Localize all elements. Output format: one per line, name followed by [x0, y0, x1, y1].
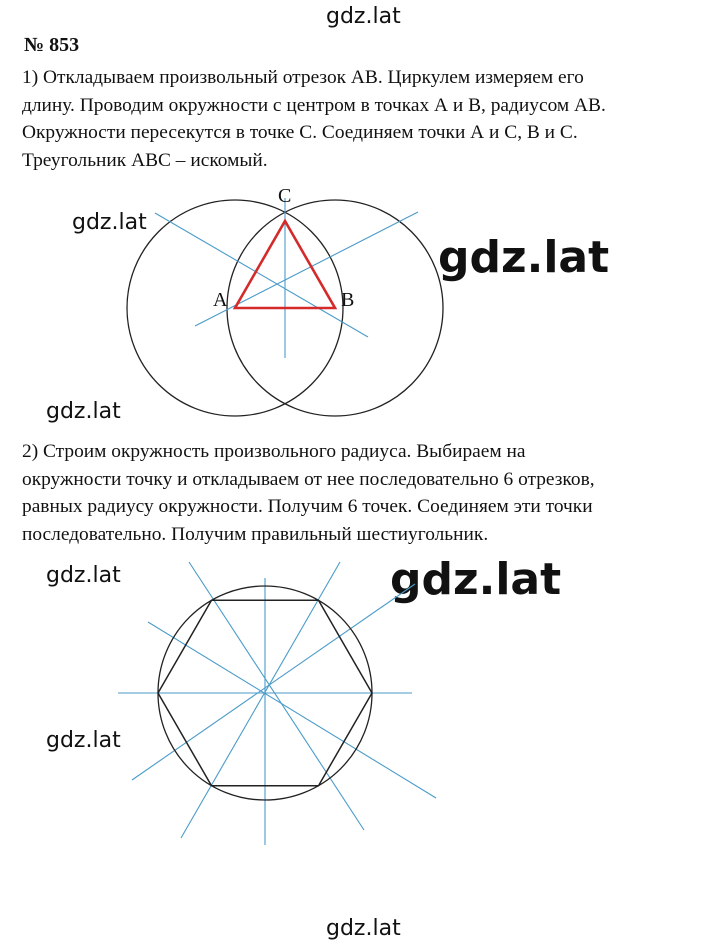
point-label-c: C — [278, 185, 292, 207]
watermark: gdz.lat — [46, 399, 121, 424]
hexagon-construction-figure — [0, 570, 720, 850]
watermark: gdz.lat — [438, 232, 610, 283]
text-line: 2) Строим окружность произвольного радиуса. Выбираем на — [22, 441, 526, 462]
bisector-line — [155, 213, 368, 337]
watermark: gdz.lat — [326, 4, 401, 29]
watermark: gdz.lat — [72, 210, 147, 235]
part2-text — [22, 438, 712, 548]
text-line: Треугольник АВС – искомый. — [22, 149, 268, 171]
part1-text — [22, 64, 712, 174]
problem-number: № 853 — [24, 34, 80, 56]
watermark: gdz.lat — [326, 916, 401, 941]
text-line: 1) Откладываем произвольный отрезок АВ. Циркулем измеряем его — [22, 67, 584, 88]
triangle-construction-figure — [0, 180, 720, 425]
point-label-b: B — [341, 289, 355, 311]
text-line: Окружности пересекутся в точке С. Соединяем точки А и С, В и С. — [22, 122, 578, 143]
text-line: последовательно. Получим правильный шестиугольник. — [22, 523, 489, 545]
construction-line — [189, 562, 364, 830]
text-line: окружности точку и откладываем от нее последовательно 6 отрезков, — [22, 468, 595, 490]
construction-line — [148, 622, 436, 798]
text-line: длину. Проводим окружности с центром в точках А и В, радиусом АВ. — [22, 94, 606, 116]
text-line: равных радиусу окружности. Получим 6 точек. Соединяем эти точки — [22, 496, 593, 517]
watermark: gdz.lat — [46, 728, 121, 753]
point-label-a: A — [213, 289, 228, 311]
watermark: gdz.lat — [390, 554, 562, 605]
construction-line — [181, 562, 340, 838]
watermark: gdz.lat — [46, 563, 121, 588]
